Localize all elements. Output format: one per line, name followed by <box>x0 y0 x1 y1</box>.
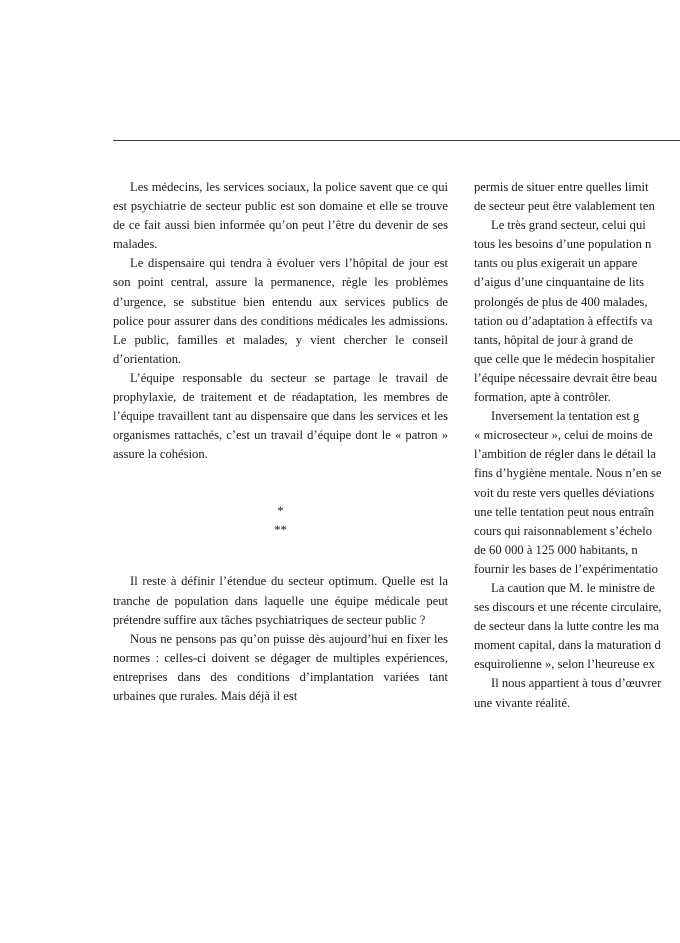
separator-bottom: ** <box>274 523 287 538</box>
paragraph: Les médecins, les services sociaux, la police savent que ce qui est psychiatrie de secteur public est son domaine et elle se trouve de ce fait aussi bien informée qu’on peut l’être du devenir de ses malades. <box>113 180 448 252</box>
paragraph: Nous ne pensons pas qu’on puisse dès aujourd’hui en fixer les normes : celles-ci doivent se dégager de multiples expériences, entreprises dans des conditions d’implantation variées tant urbaines que rurales. Mais déjà il est <box>113 631 448 703</box>
paragraph: Il reste à définir l’étendue du secteur optimum. Quelle est la tranche de population dans laquelle une équipe médicale peut prétendre suffire aux tâches psychiatriques de secteur public ? <box>113 574 448 627</box>
text-line: Le très grand secteur, celui qui <box>491 218 646 233</box>
text-line: La caution que M. le ministre de <box>491 580 656 595</box>
separator-top: * <box>277 504 284 519</box>
text-line: que celle que le médecin hospitalier <box>474 351 655 366</box>
text-line: tants ou plus exigerait un appare <box>474 256 638 271</box>
text-line: tants, hôpital de jour à grand de <box>474 332 634 347</box>
text-line: d’aigus d’une cinquantaine de lits <box>474 275 644 290</box>
text-line: tation ou d’adaptation à effectifs va <box>474 313 653 328</box>
text-line: de secteur dans la lutte contre les ma <box>474 619 659 634</box>
header-rule <box>113 140 680 141</box>
text-line: tous les besoins d’une population n <box>474 237 652 252</box>
text-line: fournir les bases de l’expérimentatio <box>474 561 658 576</box>
text-line: permis de situer entre quelles limit <box>474 180 649 194</box>
text-line: Il nous appartient à tous d’œuvrer <box>491 676 662 691</box>
text-line: l’ambition de régler dans le détail la <box>474 447 656 462</box>
text-line: l’équipe nécessaire devrait être beau <box>474 370 658 385</box>
text-line: « microsecteur », celui de moins de <box>474 428 653 443</box>
text-line: ses discours et une récente circulaire, <box>474 600 662 615</box>
text-line: de secteur peut être valablement ten <box>474 199 655 214</box>
left-column <box>113 178 448 706</box>
text-line: formation, apte à contrôler. <box>474 390 611 405</box>
paragraph: Le dispensaire qui tendra à évoluer vers l’hôpital de jour est son point central, assure la permanence, règle les problèmes d’urgence, se substitue bien entendu aux services publics de police pour assurer dans des conditions médicales les admissions. Le public, familles et malades, y vient chercher le conseil d’orientation. <box>113 256 448 366</box>
section-separator <box>113 502 448 540</box>
text-line: cours qui raisonnablement s’échelo <box>474 523 653 538</box>
text-line: fins d’hygiène mentale. Nous n’en se <box>474 466 662 481</box>
text-line: Inversement la tentation est g <box>491 409 640 424</box>
text-line: une vivante réalité. <box>474 695 571 710</box>
text-line: prolongés de plus de 400 malades, <box>474 294 648 309</box>
text-line: de 60 000 à 125 000 habitants, n <box>474 542 638 557</box>
text-line: esquirolienne », selon l’heureuse ex <box>474 657 655 672</box>
text-line: voit du reste vers quelles déviations <box>474 485 655 500</box>
right-column <box>474 178 680 713</box>
paragraph: L’équipe responsable du secteur se partage le travail de prophylaxie, de traitement et de réadaptation, les membres de l’équipe travaillent tant au dispensaire que dans les services et les organismes rattachés, c’est un travail d’équipe dont le « patron » assure la cohésion. <box>113 370 448 462</box>
text-line: moment capital, dans la maturation d <box>474 638 661 653</box>
text-line: une telle tentation peut nous entraîn <box>474 504 655 519</box>
